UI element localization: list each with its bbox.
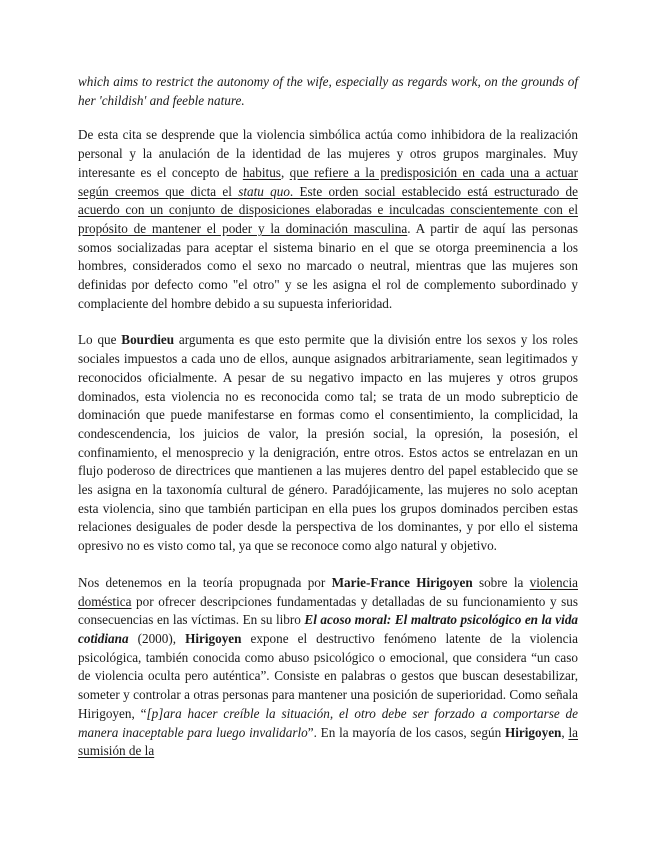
paragraph-hirigoyen	[78, 574, 578, 761]
sumision-underlined: la sumisión de la	[78, 724, 578, 759]
violencia-domestica-term: violencia doméstica	[78, 574, 578, 609]
hirigoyen-quote: [p]ara hacer creíble la situación, el otro debe ser forzado a comportarse de manera inaceptable para luego invalidarlo	[78, 705, 579, 740]
text-run: Nos detenemos en la teoría propugnada por	[78, 574, 332, 590]
text-run: . A partir de aquí las personas somos socializadas para aceptar el sistema binario en el que se otorga preeminencia a los hombres, considerados como el sexo no marcado o neutral, mientras que las mujeres son definidas por defecto como "el otro" y se les asigna el rol de complemento subordinado y complaciente del hombre debido a su supuesta inferioridad.	[78, 220, 578, 311]
text-run: Lo que	[78, 332, 122, 348]
text-run: expone el destructivo fenómeno latente de la violencia psicológica, también conocida como abuso psicológico o emocional, que considera “un caso de violencia oculta pero auténtica”. Consiste en palabras o gestos que buscan desestabilizar, someter y controlar a otras personas para mantener una posición de superioridad. Como señala Hirigoyen, “	[78, 630, 578, 721]
text-run: (2000),	[128, 630, 186, 646]
text-run: ,	[561, 724, 569, 740]
text-run: argumenta es que esto permite que la división entre los sexos y los roles sociales impuestos a cada uno de ellos, aunque asignados arbitrariamente, sean legitimados y reconocidos oficialmente. A pesar de su negativo impacto en las mujeres y otros grupos dominados, esta violencia no es reconocida como tal; se trata de un modo subrepticio de dominación que puede manifestarse en formas como el consentimiento, la complicidad, la condescendencia, los juicios de valor, la presión social, la opresión, la posesión, el confinamiento, el menosprecio y la denigración, entre otros. Estos actos se entrelazan en un flujo poderoso de directrices que mantienen a las mujeres dentro del papel establecido que se les asigna en la taxonomía cultural de género. Paradójicamente, las mujeres no solo aceptan esta violencia, sino que también participan en ella pues los grupos dominados perciben estas relaciones desiguales de poder desde la perspectiva de los dominantes, y por ello el sistema opresivo no es visto como tal, ya que se reconoce como algo natural y objetivo.	[78, 332, 578, 554]
author-name: Hirigoyen	[185, 630, 242, 646]
statu-quo-term: statu quo	[238, 183, 290, 199]
book-title: El acoso moral: El maltrato psicológico en la vida cotidiana	[78, 612, 579, 646]
quote-text: which aims to restrict the autonomy of the wife, especially as regards work, on the grounds of her 'childish' and feeble nature.	[78, 74, 578, 108]
paragraph-quote-ending	[78, 73, 578, 110]
habitus-term: habitus	[242, 164, 281, 180]
paragraph-bourdieu	[78, 331, 578, 555]
text-run: que refiere a la predisposición en cada una a actuar según creemos que dicta el	[78, 164, 578, 199]
text-run: por ofrecer descripciones fundamentadas y detalladas de su funcionamiento y sus consecuencias en las víctimas. En su libro	[78, 593, 578, 628]
author-name: Marie-France Hirigoyen	[331, 574, 473, 590]
text-run: De esta cita se desprende que la violencia simbólica actúa como inhibidora de la realización personal y la anulación de la identidad de las mujeres y otros grupos marginales. Muy interesante es el concepto de	[78, 127, 578, 180]
text-run: . Este orden social establecido está estructurado de acuerdo con un conjunto de disposiciones elaboradas e inculcadas conscientemente con el propósito de mantener el poder y la dominación masculina	[78, 183, 579, 236]
text-run: sobre la	[472, 574, 530, 590]
text-run: ,	[280, 164, 290, 180]
bourdieu-name: Bourdieu	[121, 332, 175, 348]
paragraph-habitus	[78, 126, 578, 313]
document-page	[78, 73, 578, 761]
text-run: ”. En la mayoría de los casos, según	[307, 724, 505, 740]
author-name: Hirigoyen	[504, 724, 562, 740]
